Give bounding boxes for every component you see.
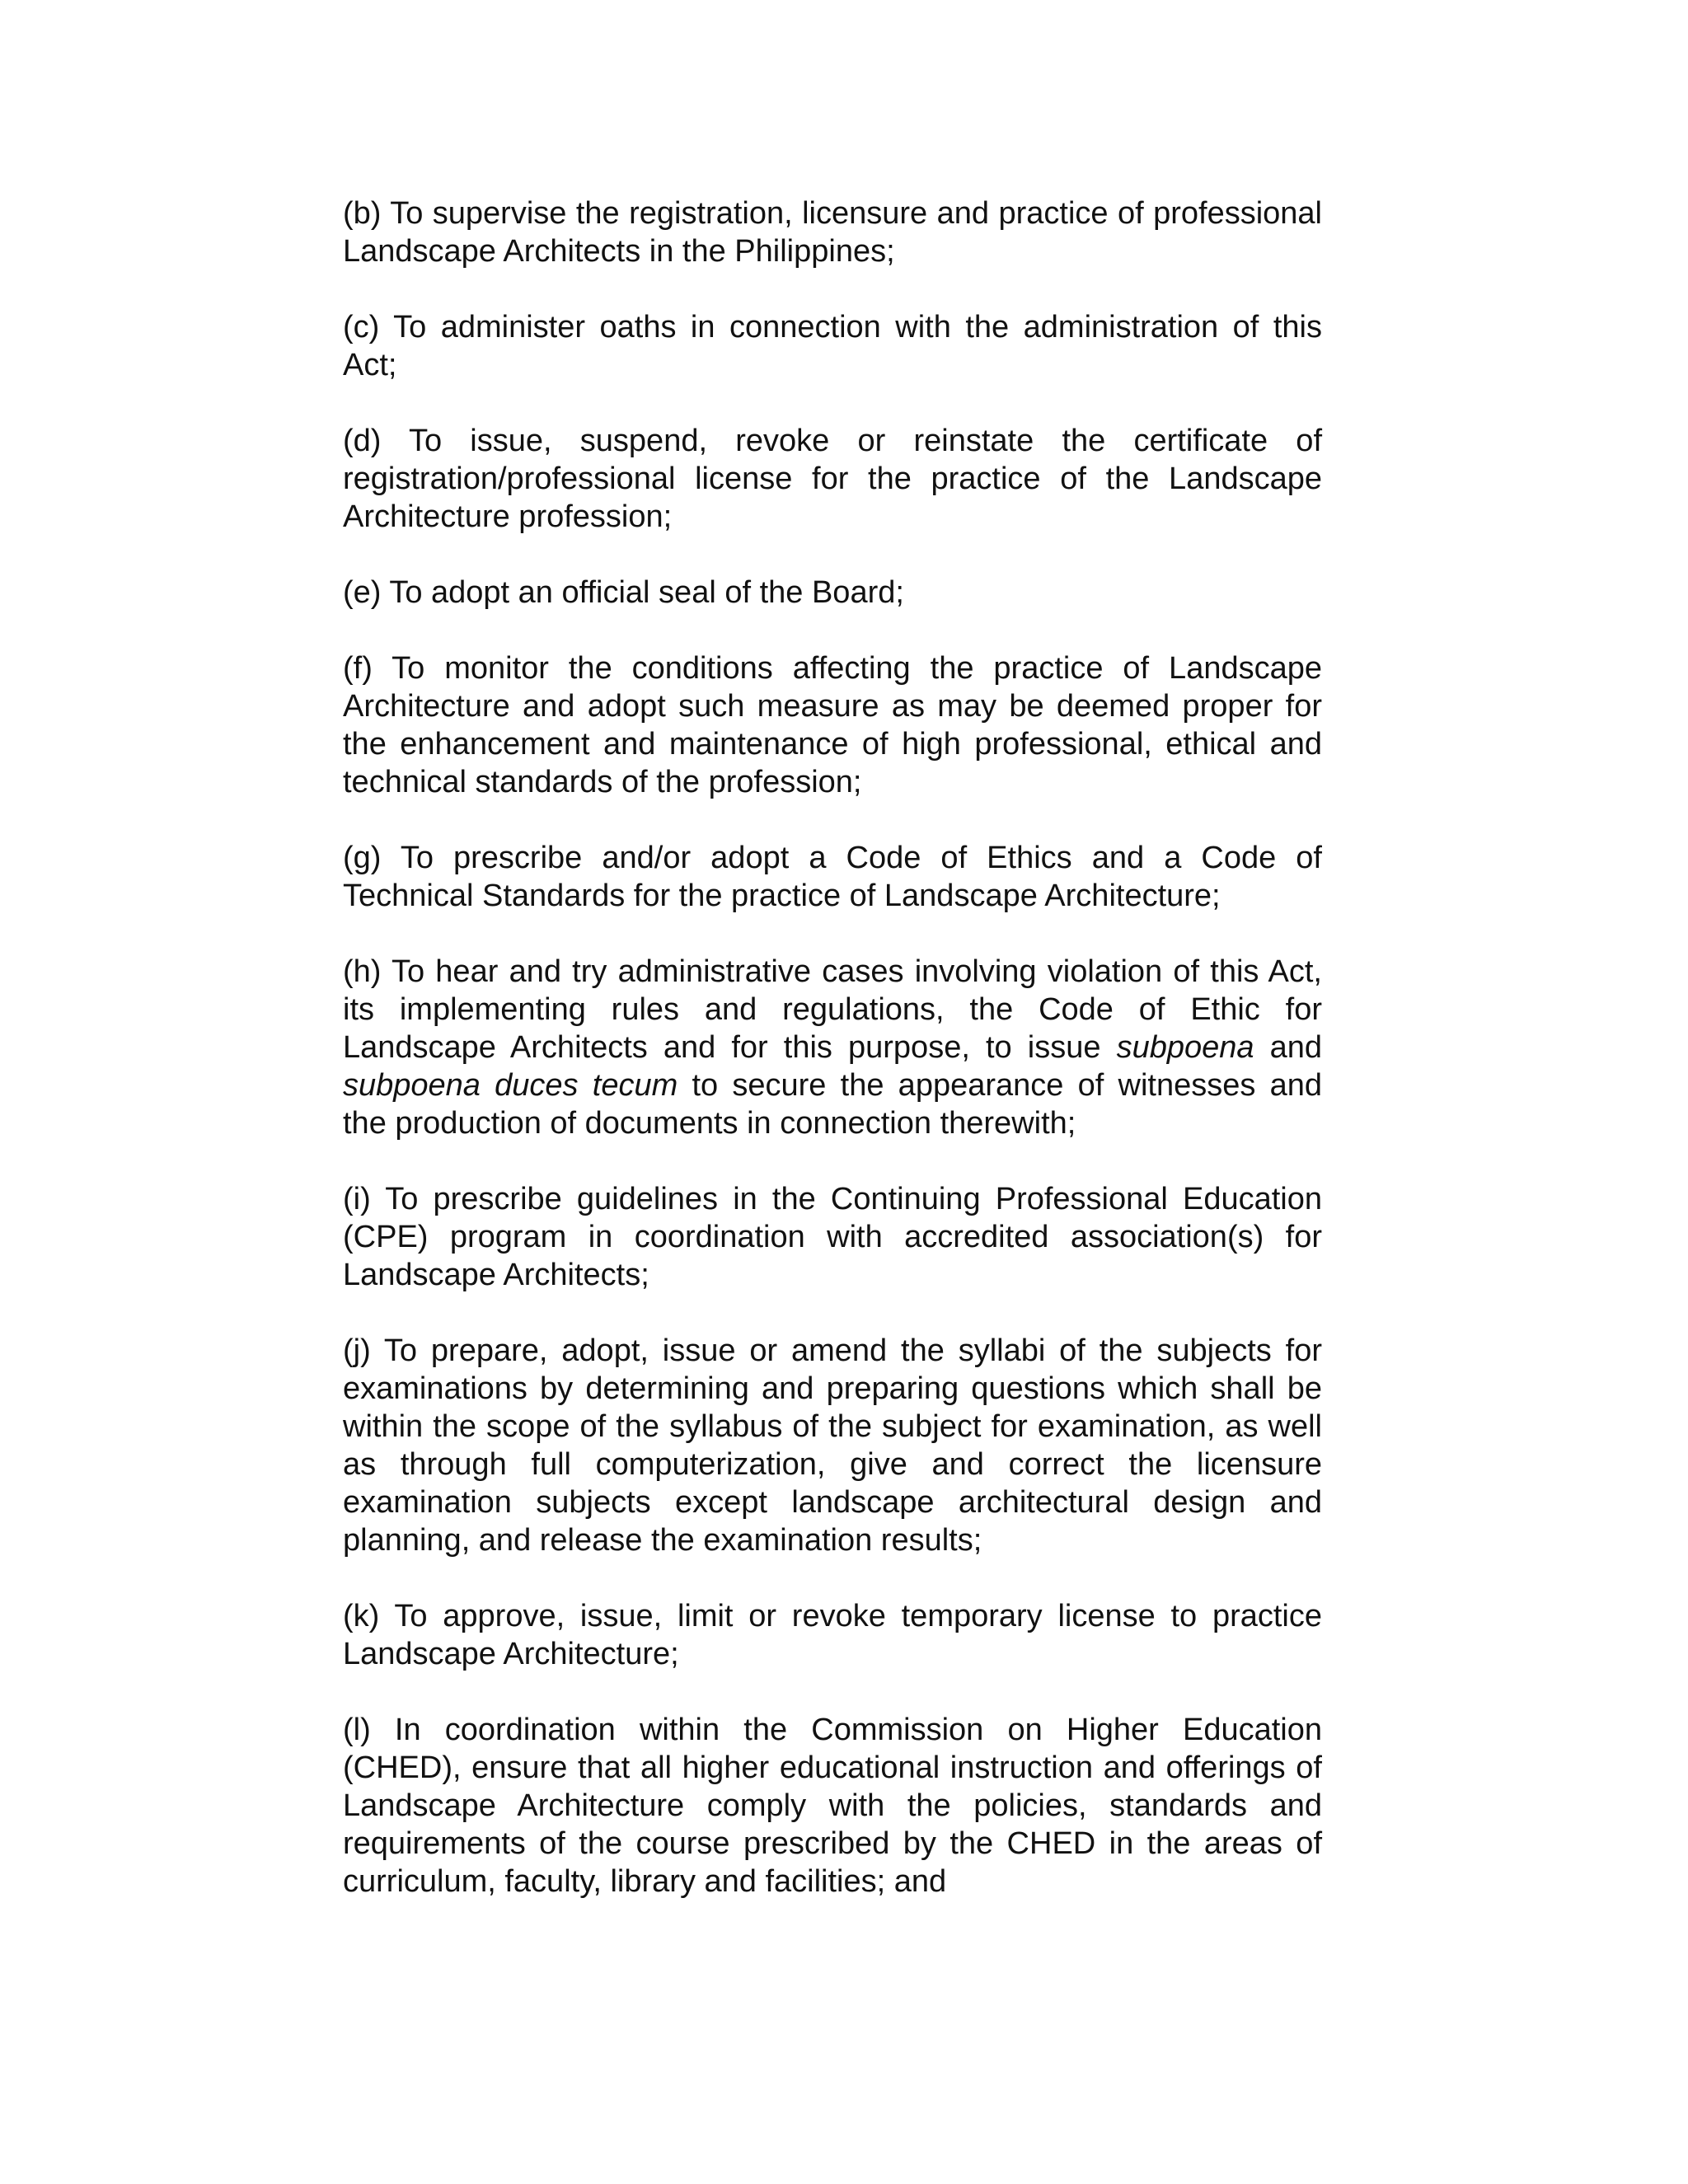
paragraph-c: (c) To administer oaths in connection with the administration of this Act; <box>343 310 1322 382</box>
paragraph-g: (g) To prescribe and/or adopt a Code of Ethics and a Code of Technical Standards for the practice of Landscape Architecture; <box>343 841 1322 913</box>
paragraph-h-part1: (h) To hear and try administrative cases involving violation of this Act, its implementing rules and regulations, the Code of Ethic for Landscape Architects and for this purpose, to issue <box>343 954 1322 1065</box>
document-page <box>343 194 1322 1900</box>
paragraph-j: (j) To prepare, adopt, issue or amend the syllabi of the subjects for examinations by determining and preparing questions which shall be within the scope of the syllabus of the subject for examination, as well as through full computerization, give and correct the licensure examination subjects except landscape architectural design and planning, and release the examination results; <box>343 1333 1322 1558</box>
paragraph-i: (i) To prescribe guidelines in the Continuing Professional Education (CPE) program in coordination with accredited association(s) for Landscape Architects; <box>343 1182 1322 1292</box>
paragraph-h-part2: and <box>1254 1030 1322 1065</box>
paragraph-k: (k) To approve, issue, limit or revoke temporary license to practice Landscape Architecture; <box>343 1599 1322 1671</box>
paragraph-l: (l) In coordination within the Commission on Higher Education (CHED), ensure that all higher educational instruction and offerings of Landscape Architecture comply with the policies, standards and requirements of the course prescribed by the CHED in the areas of curriculum, faculty, library and facilities; and <box>343 1713 1322 1899</box>
paragraph-f: (f) To monitor the conditions affecting the practice of Landscape Architecture and adopt such measure as may be deemed proper for the enhancement and maintenance of high professional, ethical and technical standards of the profession; <box>343 651 1322 799</box>
paragraph-h <box>343 953 1322 1142</box>
paragraph-h-part3: to secure the appearance of witnesses and the production of documents in connection therewith; <box>343 1068 1322 1141</box>
paragraph-h-italic-subpoena-duces-tecum: subpoena duces tecum <box>343 1068 678 1103</box>
paragraph-d: (d) To issue, suspend, revoke or reinstate the certificate of registration/professional license for the practice of the Landscape Architecture profession; <box>343 424 1322 534</box>
paragraph-h-italic-subpoena: subpoena <box>1116 1030 1254 1065</box>
paragraph-b: (b) To supervise the registration, licensure and practice of professional Landscape Architects in the Philippines; <box>343 196 1322 269</box>
paragraph-e: (e) To adopt an official seal of the Board; <box>343 575 904 610</box>
